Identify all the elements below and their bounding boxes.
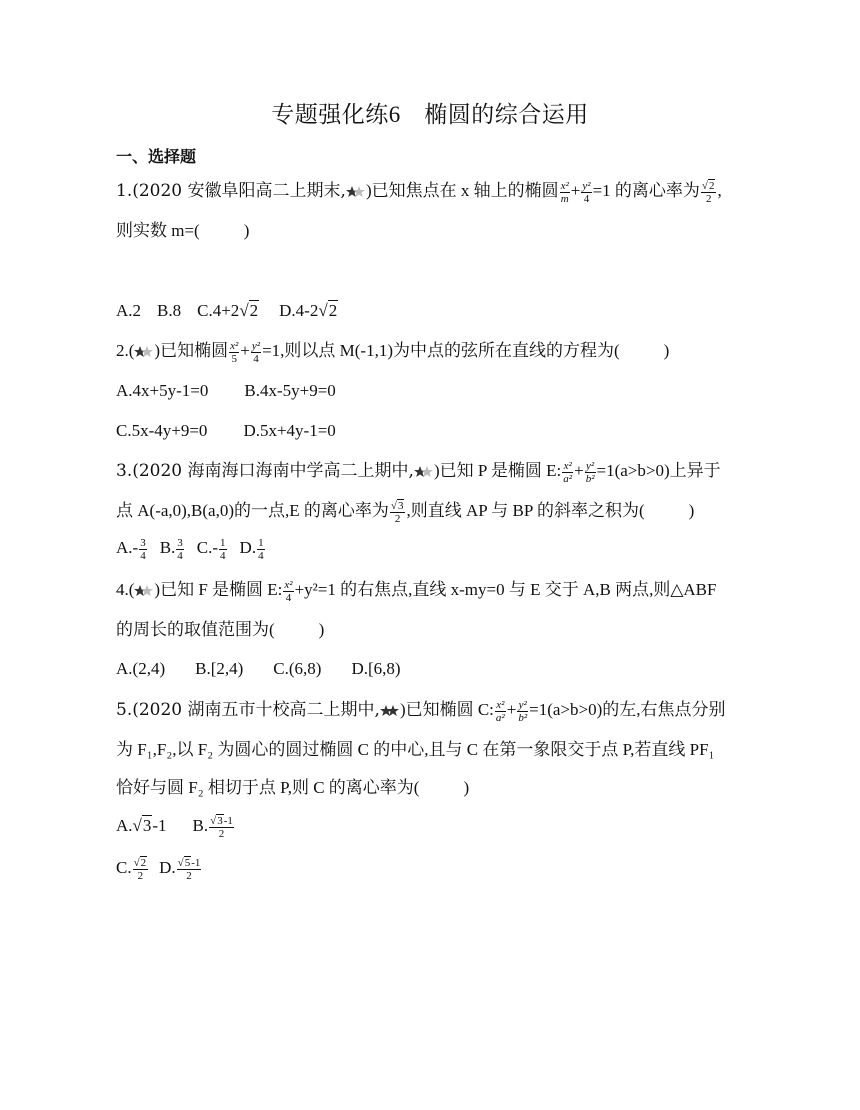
question-5-options-1 [116, 814, 235, 840]
q2-option-c: C.5x-4y+9=0 [116, 421, 208, 440]
q1-option-b: B.8 [157, 301, 182, 320]
question-3-line-2: 点 A(-a,0),B(a,0)的一点,E 的离心率为 $\frac{√3}{2}$ ,则直线 AP 与 BP 的斜率之积为( ) [116, 499, 695, 525]
q3-option-b: B. $\frac{3}{4}$ [159, 536, 183, 562]
q2-option-d: D.5x+4y-1=0 [243, 421, 336, 440]
q3-option-a: A.- $\frac{3}{4}$ [116, 536, 146, 562]
question-2-options-2 [116, 419, 336, 443]
q3-option-c: C.- $\frac{1}{4}$ [196, 536, 226, 562]
q1-option-a: A.2 [116, 301, 142, 320]
q4-option-d: D.[6,8) [351, 659, 401, 678]
fraction-sqrt2-2: $\frac{√2}{2}$ [701, 179, 715, 205]
question-5-options-2 [116, 856, 202, 882]
question-5-line-2: 为 F₁,F₂,以 F₂ 为圆心的圆过椭圆 C 的中心,且与 C 在第一象限交于点 P,若直线 PF₁ [116, 740, 715, 759]
fraction-y2-4: $\frac{\text{y²}}{4}$ [582, 179, 591, 205]
q5-option-a: A.√3-1 [116, 816, 167, 835]
difficulty-stars-icon [380, 704, 400, 718]
q1-option-d: D.4-2√2 [279, 301, 338, 320]
section-heading: 一、选择题 [116, 147, 197, 166]
question-2-line-1: 2.( )已知椭圆 $\frac{\text{x²}}{5}$ + $\frac{\text{y²}}{4}$ =1,则以点 M(-1,1)为中点的弦所在直线的方程为( ) [116, 339, 670, 365]
q4-option-b: B.[2,4) [195, 659, 244, 678]
q4-option-a: A.(2,4) [116, 659, 166, 678]
q5-option-c: C. $\frac{√2}{2}$ [116, 856, 147, 882]
question-1-line-1: 1.(2020 安徽阜阳高二上期末, )已知焦点在 x 轴上的椭圆 $\frac{\text{x²}}{m}$ + $\frac{\text{y²}}{4}$ =1 的离心率为 $\frac{√2}{2}$ , [116, 179, 722, 205]
question-5-line-3: 恰好与圆 F₂ 相切于点 P,则 C 的离心率为( ) [116, 778, 470, 797]
difficulty-stars-icon [346, 185, 366, 199]
q5-option-d: D. $\frac{√5-1}{2}$ [159, 856, 201, 882]
q3-option-d: D. $\frac{1}{4}$ [239, 536, 264, 562]
question-3-options [116, 536, 266, 562]
question-4-line-2: 的周长的取值范围为( ) [116, 620, 325, 639]
q4-option-c: C.(6,8) [273, 659, 322, 678]
difficulty-stars-icon [134, 584, 154, 598]
question-3-line-1: 3.(2020 海南海口海南中学高二上期中, )已知 P 是椭圆 E: $\frac{\text{x²}}{\text{a²}}$ + $\frac{\text{y²}}{\text{b²}}$ =1(a>b>0)上异于 [116, 459, 721, 485]
question-2-options-1 [116, 379, 336, 403]
page-title: 专题强化练6 椭圆的综合运用 [271, 102, 589, 127]
q1-source: 1.(2020 安徽阜阳高二上期末, [116, 181, 346, 201]
question-4-line-1: 4.( )已知 F 是椭圆 E: $\frac{\text{x²}}{4}$ +y²=1 的右焦点,直线 x-my=0 与 E 交于 A,B 两点,则△ABF [116, 578, 717, 604]
question-5-line-1: 5.(2020 湖南五市十校高二上期中, )已知椭圆 C: $\frac{\text{x²}}{\text{a²}}$ + $\frac{\text{y²}}{\text{b²}}$ =1(a>b>0)的左,右焦点分别 [116, 698, 726, 724]
q2-option-b: B.4x-5y+9=0 [244, 381, 336, 400]
question-4-options [116, 657, 401, 681]
q1-option-c: C.4+2√2 [197, 301, 259, 320]
difficulty-stars-icon [134, 345, 154, 359]
fraction-x2-m: $\frac{\text{x²}}{m}$ [560, 179, 569, 205]
question-1-options [116, 299, 338, 323]
question-1-line-2: 则实数 m=( ) [116, 221, 250, 240]
difficulty-stars-icon [414, 465, 434, 479]
q2-option-a: A.4x+5y-1=0 [116, 381, 209, 400]
q5-option-b: B. $\frac{√3-1}{2}$ [192, 814, 233, 840]
